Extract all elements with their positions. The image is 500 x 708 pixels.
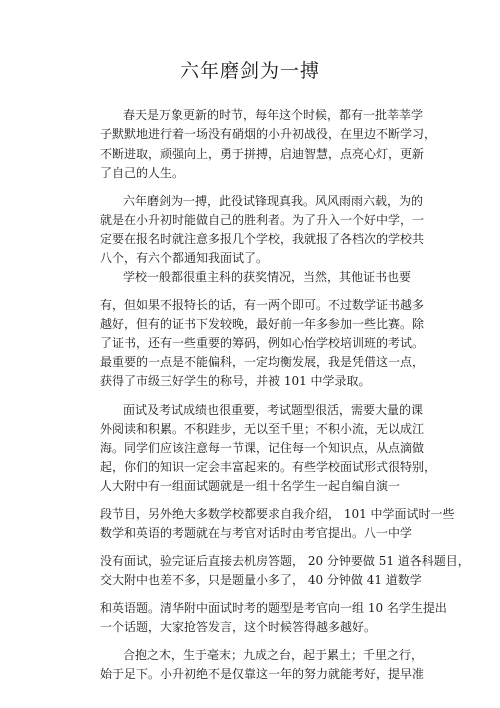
paragraph-line: 数学和英语的考题就在与考官对话时由考官提出。八一中学 — [100, 526, 413, 540]
paragraph-line: 了自己的人生。 — [100, 166, 185, 180]
paragraph-line: 就是在小升初时能做自己的胜利者。为了升入一个好中学，一 — [100, 213, 425, 227]
paragraph-line: 六年磨剑为一搏，此役试锋现真我。风风雨雨六载，为的 — [123, 194, 424, 208]
paragraph-line: 学校一般都很重主科的获奖情况，当然，其他证书也要 — [123, 270, 412, 284]
paragraph-line: 一个话题，大家抢答发言，这个时候答得越多越好。 — [100, 620, 377, 634]
paragraph-line: 面试及考试成绩也很重要，考试题型很活，需要大量的课 — [123, 403, 424, 417]
page-title: 六年磨剑为一搏 — [179, 60, 320, 82]
paragraph-line: 子默默地进行着一场没有硝烟的小升初战役，在里边不断学习， — [100, 127, 437, 141]
paragraph-line: 起，你们的知识一定会丰富起来的。有些学校面试形式很特别， — [100, 460, 437, 474]
paragraph-line: 合抱之木，生于毫末；九成之台，起于累土；千里之行， — [123, 648, 424, 662]
paragraph-line: 获得了市级三好学生的称号，并被 101 中学录取。 — [100, 374, 371, 388]
paragraph-line: 段节目，另外绝大多数学校都要求自我介绍， 101 中学面试时一些 — [100, 507, 455, 521]
paragraph-line: 没有面试，验完证后直接去机房答题， 20 分钟要做 51 道各科题目， — [100, 554, 470, 568]
paragraph-line: 和英语题。清华附中面试时考的题型是考官向一组 10 名学生提出 — [100, 601, 447, 615]
paragraph-line: 始于足下。小升初绝不是仅靠这一年的努力就能考好，提早准 — [100, 667, 425, 681]
paragraph-line: 交大附中也差不多，只是题量小多了， 40 分钟做 41 道数学 — [100, 573, 422, 587]
paragraph-line: 定要在报名时就注意多报几个学校，我就报了各档次的学校共 — [100, 232, 425, 246]
paragraph-line: 八个，有六个都通知我面试了。 — [100, 251, 269, 265]
paragraph-line: 越好，但有的证书下发较晚，最好前一年多参加一些比赛。除 — [100, 317, 425, 331]
paragraph-line: 有，但如果不报特长的话，有一两个即可。不过数学证书越多 — [100, 298, 425, 312]
paragraph-line: 人大附中有一组面试题就是一组十名学生一起自编自演一 — [100, 479, 401, 493]
paragraph-line: 了证书，还有一些重要的筹码，例如心怡学校培训班的考试。 — [100, 336, 425, 350]
paragraph-line: 最重要的一点是不能偏科，一定均衡发展，我是凭借这一点， — [100, 355, 425, 369]
paragraph-line: 外阅读和积累。不积跬步，无以至千里；不积小流，无以成江 — [100, 422, 425, 436]
paragraph-line: 不断进取，顽强向上，勇于拼搏，启迪智慧，点亮心灯，更新 — [100, 147, 425, 161]
paragraph-line: 海。同学们应该注意每一节课，记住每一个知识点，从点滴做 — [100, 441, 425, 455]
paragraph-line: 春天是万象更新的时节，每年这个时候，都有一批莘莘学 — [123, 108, 424, 122]
